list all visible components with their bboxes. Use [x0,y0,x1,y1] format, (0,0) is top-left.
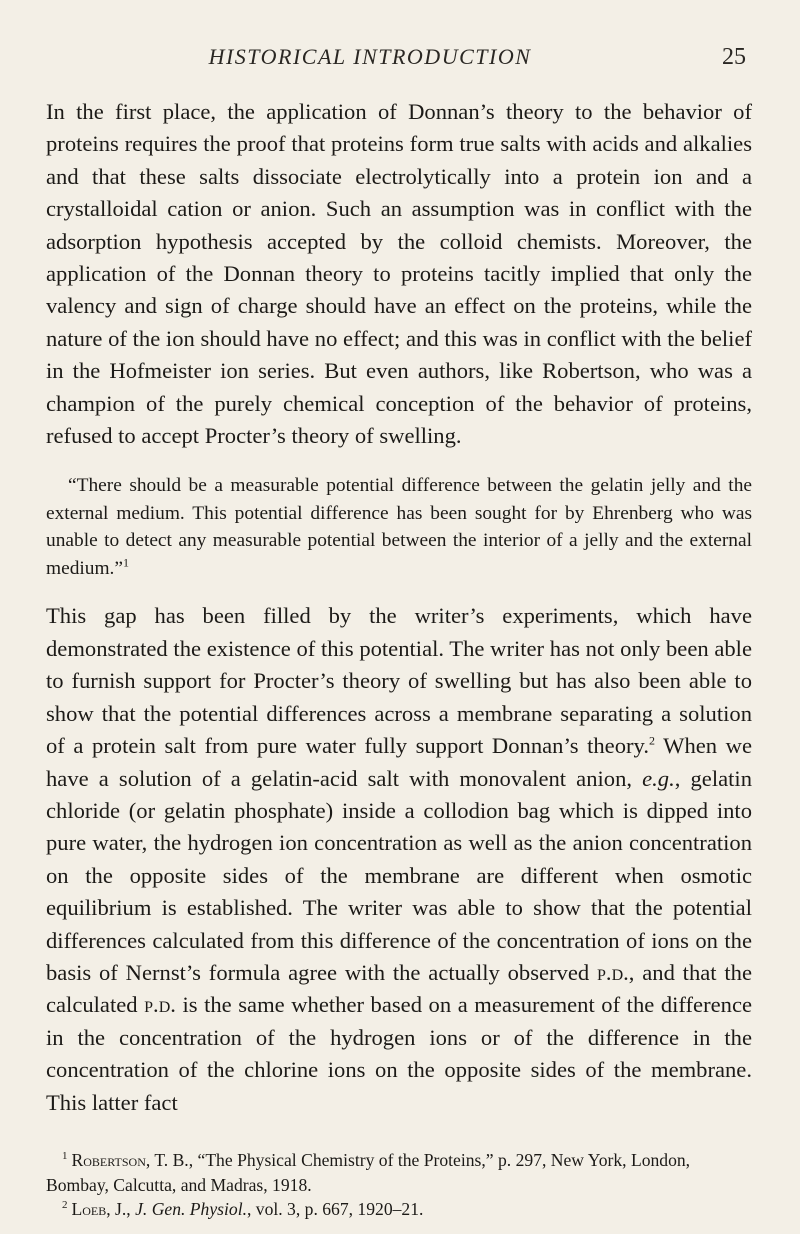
footnote-ref-1: 1 [123,555,130,570]
footnotes [46,1148,752,1222]
footnote-ref-2: 2 [649,733,655,748]
quote-text: “There should be a measurable potential difference between the gelatin jelly and the external medium. This potential difference has been sought for by Ehrenberg who was unable to detect any measurable potential between the interior of a jelly and the external medium.” [46,475,752,579]
footnote-2-text-a: , J., [106,1199,136,1219]
paragraph-2-part-b: When we have a solution of a gelatin-acid salt with monovalent anion, [46,733,752,791]
footnote-2-journal: J. Gen. Physiol. [135,1199,247,1219]
page-number: 25 [722,44,746,70]
eg-abbrev: e.g. [642,765,675,791]
footnote-1-author: Robertson [71,1150,146,1170]
footnote-2-text-b: , vol. 3, p. 667, 1920–21. [246,1199,424,1219]
paragraph-2 [46,600,752,1119]
footnote-1 [46,1148,752,1197]
paragraph-1: In the first place, the application of Donnan’s theory to the behavior of proteins requires the proof that proteins form true salts with acids and alkalies and that these salts dissociate electrolytically into a protein ion and a crystalloidal cation or anion. Such an assumption was in conflict with the adsorption hypothesis accepted by the colloid chemists. Moreover, the application of the Donnan theory to proteins tacitly implied that only the valency and sign of charge should have an effect on the proteins, while the nature of the ion should have no effect; and this was in conflict with the belief in the Hofmeister ion series. But even authors, like Robertson, who was a champion of the purely chemical conception of the behavior of proteins, refused to accept Procter’s theory of swelling. [46,99,752,449]
footnote-2 [46,1197,752,1222]
footnote-2-author: Loeb [71,1199,107,1219]
paragraph-2-part-c: , gelatin chloride (or gelatin phosphate) inside a collodion bag which is dipped into pure water, the hydrogen ion concentration as well as the anion concentration on the opposite sides of the membrane are different when osmotic equilibrium is established. The writer was able to show that the potential differences calculated from this difference of the concentration of ions on the basis of Nernst’s formula agree with the actually observed [46,765,752,985]
footnote-1-mark: 1 [62,1150,68,1163]
pd-abbrev-2: p.d. [144,992,176,1018]
paragraph-2-part-d: , and that the calculated [46,959,752,1018]
pd-abbrev-1: p.d. [597,959,629,985]
footnote-1-text: , T. B., “The Physical Chemistry of the Proteins,” p. 297, New York, London, Bombay, Calcutta, and Madras, 1918. [46,1150,691,1195]
running-head: HISTORICAL INTRODUCTION [208,44,532,69]
block-quote [46,472,752,582]
footnote-2-mark: 2 [62,1199,68,1212]
paragraph-2-part-a: This gap has been filled by the writer’s experiments, which have demonstrated the existence of this potential. The writer has not only been able to furnish support for Procter’s theory of swelling but has also been able to show that the potential differences across a membrane separating a solution of a protein salt from pure water fully support Donnan’s theory. [46,603,752,759]
body-text [46,96,752,1119]
paragraph-2-part-e: is the same whether based on a measurement of the difference in the concentration of the hydrogen ions or of the difference in the concentration of the chlorine ions on the opposite sides of the membrane. This latter fact [46,992,752,1115]
